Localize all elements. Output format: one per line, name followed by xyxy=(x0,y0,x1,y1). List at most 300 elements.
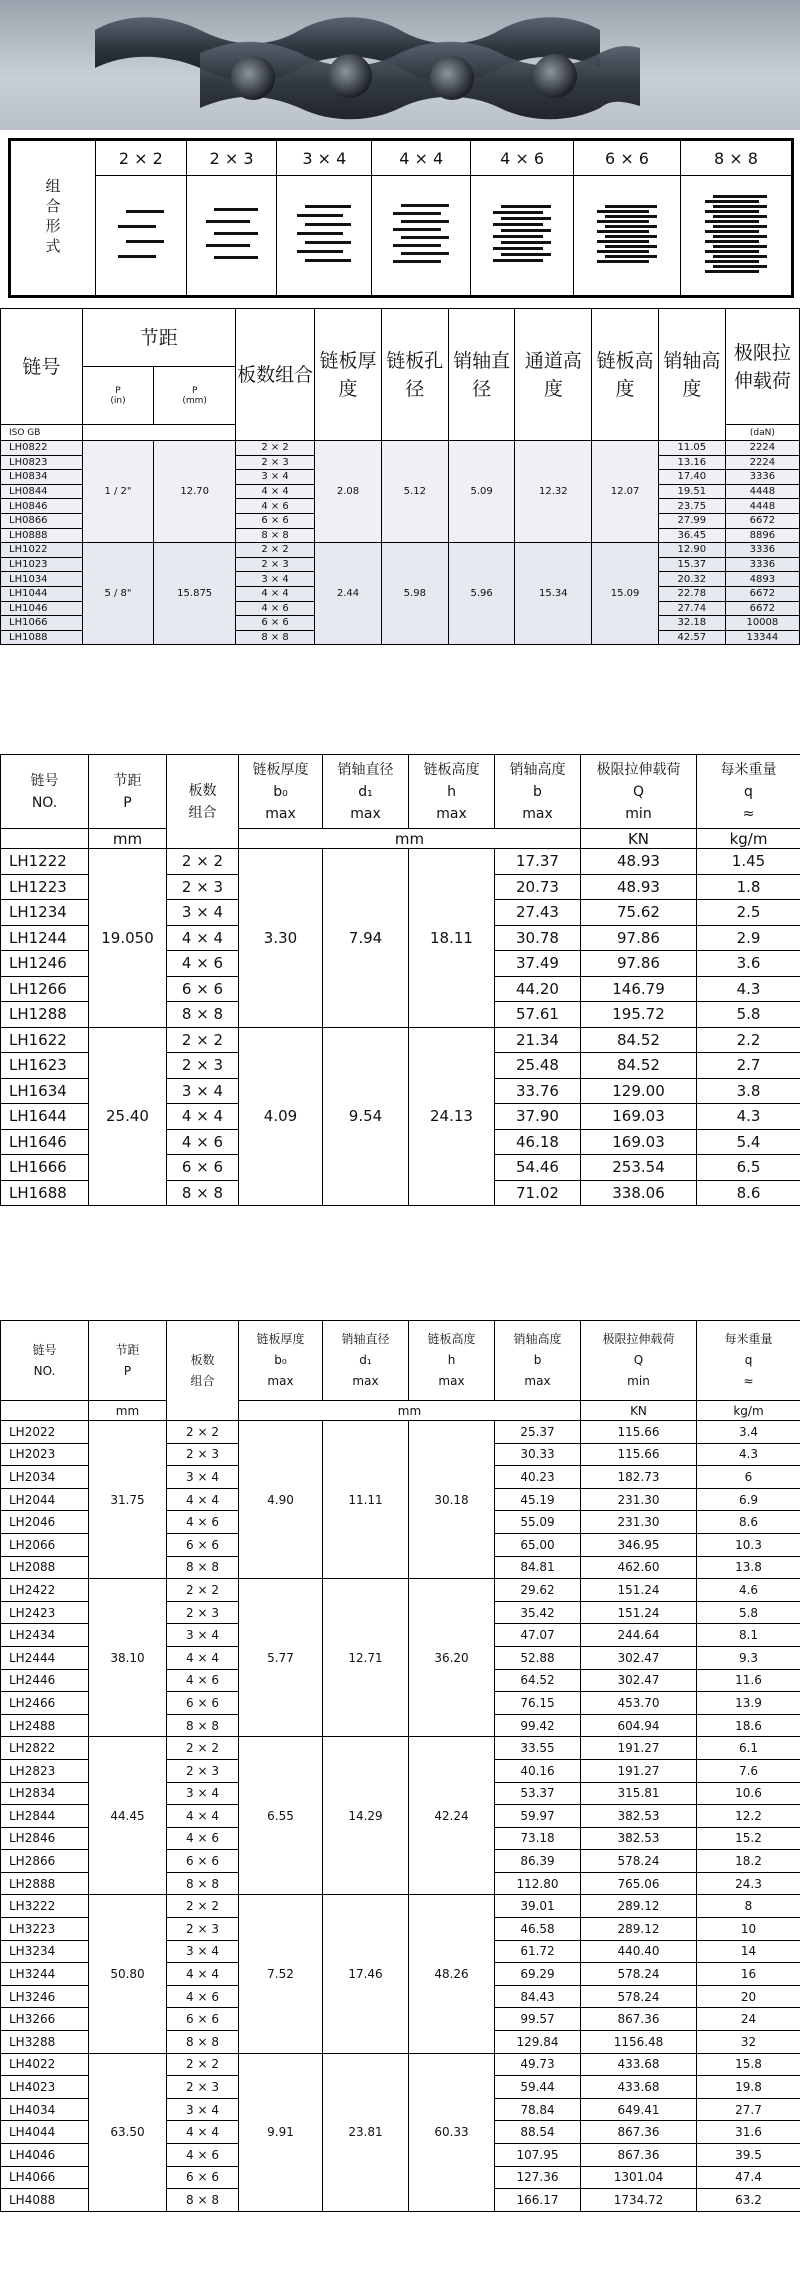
lacing-cell: 2 × 3 xyxy=(167,874,239,900)
pitch-cell: 31.75 xyxy=(89,1421,167,1579)
pin-height-cell: 47.07 xyxy=(495,1624,581,1647)
ultimate-load-cell: 302.47 xyxy=(581,1646,697,1669)
plate-thickness-cell: 6.55 xyxy=(239,1737,323,1895)
header-pin-diameter xyxy=(323,1321,409,1401)
lacing-cell: 4 × 6 xyxy=(167,1511,239,1534)
ultimate-load-cell: 231.30 xyxy=(581,1511,697,1534)
ultimate-load-cell: 151.24 xyxy=(581,1579,697,1602)
lacing-cell: 4 × 4 xyxy=(167,1963,239,1986)
ultimate-load-cell: 151.24 xyxy=(581,1601,697,1624)
plate-bar xyxy=(605,235,657,238)
plate-height-cell: 15.09 xyxy=(592,543,659,645)
weight-cell: 16 xyxy=(697,1963,800,1986)
chain-no-cell: LH0834 xyxy=(1,470,83,485)
plate-bar xyxy=(713,235,767,238)
ultimate-load-cell: 75.62 xyxy=(581,900,697,926)
pin-diameter-cell: 12.71 xyxy=(323,1579,409,1737)
header-pin-height: 销轴高度 xyxy=(658,309,725,441)
lacing-cell: 2 × 3 xyxy=(236,455,315,470)
weight-cell: 47.4 xyxy=(697,2166,800,2189)
lacing-cell: 3 × 4 xyxy=(236,470,315,485)
lacing-cell: 4 × 6 xyxy=(167,951,239,977)
pin-height-cell: 46.58 xyxy=(495,1918,581,1941)
header-ultimate-load-line: Q xyxy=(633,1353,644,1367)
lacing-cell: 3 × 4 xyxy=(167,1078,239,1104)
header-ultimate-load-line: min xyxy=(627,1374,650,1388)
ultimate-load-cell: 146.79 xyxy=(581,976,697,1002)
chain-no-cell: LH1246 xyxy=(1,951,89,977)
pin-height-cell: 27.74 xyxy=(658,601,725,616)
chain-no-cell: LH2846 xyxy=(1,1827,89,1850)
header-plate-thickness-line: max xyxy=(265,805,296,822)
pin-diameter-cell: 11.11 xyxy=(323,1421,409,1579)
lacing-cell: 2 × 3 xyxy=(167,1443,239,1466)
pin-height-cell: 33.76 xyxy=(495,1078,581,1104)
header-plate-height-line: 链板高度 xyxy=(423,761,480,778)
ultimate-load-cell: 191.27 xyxy=(581,1759,697,1782)
lacing-cell: 6 × 6 xyxy=(236,513,315,528)
ultimate-load-cell: 115.66 xyxy=(581,1421,697,1444)
plate-thickness-cell: 4.90 xyxy=(239,1421,323,1579)
header-plate-height: 链板高度 xyxy=(592,309,659,441)
unit-cell: mm xyxy=(89,1401,167,1421)
chain-no-cell: LH1266 xyxy=(1,976,89,1002)
chain-no-cell: LH2444 xyxy=(1,1646,89,1669)
weight-cell: 10.6 xyxy=(697,1782,800,1805)
pin-height-cell: 73.18 xyxy=(495,1827,581,1850)
header-pin-height xyxy=(495,1321,581,1401)
header-ultimate-load-line: min xyxy=(625,805,652,822)
plate-bar xyxy=(705,220,759,223)
lacing-cell: 4 × 4 xyxy=(236,586,315,601)
unit-cell: kg/m xyxy=(697,1401,800,1421)
arrangement-header: 6 × 6 xyxy=(574,141,681,176)
chain-no-cell: LH1046 xyxy=(1,601,83,616)
weight-cell: 4.6 xyxy=(697,1579,800,1602)
header-ultimate-load-line: Q xyxy=(632,783,645,800)
header-pin-diameter xyxy=(323,755,409,829)
weight-cell: 18.2 xyxy=(697,1850,800,1873)
plate-bar xyxy=(597,220,649,223)
ultimate-load-cell: 338.06 xyxy=(581,1180,697,1206)
ultimate-load-cell: 6672 xyxy=(725,601,799,616)
plate-bar xyxy=(393,244,441,247)
header-plate-thickness: 链板厚度 xyxy=(315,309,382,441)
plate-bar xyxy=(705,230,759,233)
pin-height-cell: 15.37 xyxy=(658,557,725,572)
header-pin-height-line: max xyxy=(524,1374,551,1388)
channel-height-cell: 15.34 xyxy=(515,543,592,645)
weight-cell: 10 xyxy=(697,1918,800,1941)
header-pin-diameter-line: max xyxy=(352,1374,379,1388)
chain-no-cell: LH2434 xyxy=(1,1624,89,1647)
weight-cell: 31.6 xyxy=(697,2121,800,2144)
lacing-cell: 4 × 4 xyxy=(167,925,239,951)
header-lacing xyxy=(167,755,239,849)
header-chain-no: 链号 xyxy=(1,309,83,425)
header-weight xyxy=(697,755,800,829)
header-pin-diameter: 销轴直径 xyxy=(448,309,515,441)
weight-cell: 14 xyxy=(697,1940,800,1963)
pin-height-cell: 78.84 xyxy=(495,2098,581,2121)
lacing-cell: 4 × 6 xyxy=(167,1985,239,2008)
table-row xyxy=(1,2053,800,2076)
weight-cell: 5.8 xyxy=(697,1601,800,1624)
header-plate-height-line: h xyxy=(447,1353,456,1367)
chain-no-cell: LH1222 xyxy=(1,849,89,875)
ultimate-load-cell: 244.64 xyxy=(581,1624,697,1647)
header-ultimate-load-line: 极限拉伸载荷 xyxy=(596,761,681,778)
lacing-cell: 3 × 4 xyxy=(167,1466,239,1489)
leaf-chain-illustration xyxy=(0,0,800,130)
header-weight xyxy=(697,1321,800,1401)
header-lacing-line: 组合 xyxy=(188,804,217,821)
plate-height-cell: 18.11 xyxy=(409,849,495,1028)
plate-bar xyxy=(705,240,759,243)
plate-bar xyxy=(214,256,258,259)
weight-cell: 32 xyxy=(697,2031,800,2054)
header-iso-gb: ISO GB xyxy=(1,425,83,441)
ultimate-load-cell: 8896 xyxy=(725,528,799,543)
pin-height-cell: 33.55 xyxy=(495,1737,581,1760)
plate-height-cell: 60.33 xyxy=(409,2053,495,2211)
weight-cell: 13.9 xyxy=(697,1692,800,1715)
table-row xyxy=(1,1579,800,1602)
header-weight-line: ≈ xyxy=(742,805,755,822)
unit-cell: KN xyxy=(581,829,697,849)
lacing-cell: 6 × 6 xyxy=(167,1155,239,1181)
plate-bar xyxy=(393,260,441,263)
chain-no-cell: LH1634 xyxy=(1,1078,89,1104)
pin-height-cell: 107.95 xyxy=(495,2144,581,2167)
chain-no-cell: LH2466 xyxy=(1,1692,89,1715)
plate-bar xyxy=(126,240,164,243)
plate-bar xyxy=(297,250,343,253)
plate-bar xyxy=(605,215,657,218)
ultimate-load-cell: 289.12 xyxy=(581,1918,697,1941)
pitch-mm-cell: 12.70 xyxy=(154,441,236,543)
pin-height-cell: 19.51 xyxy=(658,484,725,499)
arrangement-label: 组合形式 xyxy=(11,141,96,296)
plate-bar xyxy=(597,250,649,253)
weight-cell: 4.3 xyxy=(697,1104,800,1130)
unit-cell: mm xyxy=(239,829,581,849)
header-plate-thickness xyxy=(239,1321,323,1401)
header-weight-line: ≈ xyxy=(743,1374,754,1388)
pin-height-cell: 20.73 xyxy=(495,874,581,900)
chain-no-cell: LH4022 xyxy=(1,2053,89,2076)
chain-no-cell: LH3266 xyxy=(1,2008,89,2031)
header-ultimate-load: 极限拉伸载荷 xyxy=(725,309,799,425)
header-pin-height-line: b xyxy=(533,783,542,800)
chain-no-cell: LH3234 xyxy=(1,1940,89,1963)
pin-diameter-cell: 17.46 xyxy=(323,1895,409,2053)
weight-cell: 8.6 xyxy=(697,1180,800,1206)
chain-no-cell: LH1023 xyxy=(1,557,83,572)
plate-bar xyxy=(605,255,657,258)
lacing-cell: 2 × 2 xyxy=(167,1895,239,1918)
lacing-cell: 8 × 8 xyxy=(167,1872,239,1895)
lacing-cell: 2 × 3 xyxy=(167,1918,239,1941)
pitch-cell: 38.10 xyxy=(89,1579,167,1737)
pin-height-cell: 21.34 xyxy=(495,1027,581,1053)
pin-height-cell: 40.23 xyxy=(495,1466,581,1489)
plate-thickness-cell: 2.08 xyxy=(315,441,382,543)
plate-bar xyxy=(713,245,767,248)
table-row xyxy=(1,1421,800,1444)
ultimate-load-cell: 3336 xyxy=(725,557,799,572)
ultimate-load-cell: 382.53 xyxy=(581,1827,697,1850)
pin-height-cell: 32.18 xyxy=(658,616,725,631)
chain-no-cell: LH0888 xyxy=(1,528,83,543)
ultimate-load-cell: 4448 xyxy=(725,499,799,514)
arrangement-header: 3 × 4 xyxy=(277,141,372,176)
lacing-cell: 4 × 6 xyxy=(236,499,315,514)
unit-cell: kg/m xyxy=(697,829,800,849)
lacing-cell: 4 × 6 xyxy=(167,2144,239,2167)
lacing-cell: 4 × 6 xyxy=(167,1827,239,1850)
header-load-unit: (daN) xyxy=(725,425,799,441)
plate-bar xyxy=(605,245,657,248)
plate-height-cell: 24.13 xyxy=(409,1027,495,1206)
lacing-diagram xyxy=(277,176,372,296)
plate-bar xyxy=(305,241,351,244)
header-pitch-line: P xyxy=(123,794,132,811)
header-pitch-line: 节距 xyxy=(113,772,142,789)
lacing-cell: 2 × 3 xyxy=(236,557,315,572)
weight-cell: 10.3 xyxy=(697,1533,800,1556)
ultimate-load-cell: 195.72 xyxy=(581,1002,697,1028)
weight-cell: 9.3 xyxy=(697,1646,800,1669)
plate-bar xyxy=(705,270,759,273)
header-hole-diameter: 链板孔径 xyxy=(381,309,448,441)
ultimate-load-cell: 440.40 xyxy=(581,1940,697,1963)
header-pin-height-line: max xyxy=(522,805,553,822)
lacing-cell: 3 × 4 xyxy=(167,1782,239,1805)
ultimate-load-cell: 382.53 xyxy=(581,1805,697,1828)
plate-height-cell: 36.20 xyxy=(409,1579,495,1737)
header-chain-no-line: 链号 xyxy=(32,1342,57,1357)
weight-cell: 24.3 xyxy=(697,1872,800,1895)
chain-no-cell: LH3223 xyxy=(1,1918,89,1941)
plate-stack-icon xyxy=(601,203,653,265)
lacing-cell: 6 × 6 xyxy=(236,616,315,631)
lacing-cell: 2 × 2 xyxy=(236,441,315,456)
ultimate-load-cell: 3336 xyxy=(725,470,799,485)
pitch-in-cell: 5 / 8" xyxy=(82,543,154,645)
header-plate-height-line: max xyxy=(438,1374,465,1388)
pin-height-cell: 12.90 xyxy=(658,543,725,558)
pin-height-cell: 27.99 xyxy=(658,513,725,528)
plate-bar xyxy=(393,228,441,231)
header-plate-thickness-line: 链板厚度 xyxy=(252,761,309,778)
spec-table-lh12-lh16 xyxy=(0,754,800,1206)
ultimate-load-cell: 346.95 xyxy=(581,1533,697,1556)
pin-height-cell: 27.43 xyxy=(495,900,581,926)
header-ultimate-load-line: 极限拉伸载荷 xyxy=(602,1332,675,1346)
pin-height-cell: 40.16 xyxy=(495,1759,581,1782)
plate-bar xyxy=(401,204,449,207)
chain-no-cell: LH1088 xyxy=(1,630,83,645)
pin-height-cell: 53.37 xyxy=(495,1782,581,1805)
table-row xyxy=(1,1895,800,1918)
weight-cell: 6.9 xyxy=(697,1488,800,1511)
plate-bar xyxy=(493,247,543,250)
plate-stack-icon xyxy=(709,193,763,275)
lacing-cell: 2 × 3 xyxy=(167,1053,239,1079)
ultimate-load-cell: 578.24 xyxy=(581,1850,697,1873)
pin-height-cell: 99.57 xyxy=(495,2008,581,2031)
plate-bar xyxy=(305,223,351,226)
header-chain-no-line: NO. xyxy=(33,1363,56,1378)
lacing-cell: 4 × 6 xyxy=(167,1669,239,1692)
lacing-cell: 3 × 4 xyxy=(167,1940,239,1963)
pitch-in-cell: 1 / 2" xyxy=(82,441,154,543)
plate-thickness-cell: 2.44 xyxy=(315,543,382,645)
pitch-cell: 63.50 xyxy=(89,2053,167,2211)
header-plate-height-line: 链板高度 xyxy=(427,1332,476,1346)
ultimate-load-cell: 97.86 xyxy=(581,951,697,977)
lacing-cell: 4 × 4 xyxy=(167,1805,239,1828)
ultimate-load-cell: 13344 xyxy=(725,630,799,645)
plate-bar xyxy=(305,259,351,262)
weight-cell: 39.5 xyxy=(697,2144,800,2167)
pin-height-cell: 61.72 xyxy=(495,1940,581,1963)
unit-cell: KN xyxy=(581,1401,697,1421)
plate-bar xyxy=(713,195,767,198)
plate-bar xyxy=(401,220,449,223)
header-pin-diameter-line: d₁ xyxy=(359,1353,372,1367)
pin-height-cell: 59.97 xyxy=(495,1805,581,1828)
weight-cell: 6.5 xyxy=(697,1155,800,1181)
header-weight-line: 每米重量 xyxy=(724,1332,773,1346)
chain-no-cell: LH3244 xyxy=(1,1963,89,1986)
chain-no-cell: LH2888 xyxy=(1,1872,89,1895)
ultimate-load-cell: 578.24 xyxy=(581,1963,697,1986)
chain-no-cell: LH1623 xyxy=(1,1053,89,1079)
weight-cell: 2.7 xyxy=(697,1053,800,1079)
lacing-cell: 8 × 8 xyxy=(236,630,315,645)
chain-no-cell: LH0846 xyxy=(1,499,83,514)
ultimate-load-cell: 453.70 xyxy=(581,1692,697,1715)
plate-stack-icon xyxy=(301,199,347,268)
lacing-cell: 4 × 4 xyxy=(167,2121,239,2144)
lacing-cell: 4 × 4 xyxy=(167,1488,239,1511)
chain-no-cell: LH1622 xyxy=(1,1027,89,1053)
lacing-cell: 8 × 8 xyxy=(167,1556,239,1579)
header-chain-no-line: 链号 xyxy=(30,772,59,789)
chain-no-cell: LH2834 xyxy=(1,1782,89,1805)
ultimate-load-cell: 4893 xyxy=(725,572,799,587)
chain-no-cell: LH1244 xyxy=(1,925,89,951)
weight-cell: 6.1 xyxy=(697,1737,800,1760)
chain-no-cell: LH2088 xyxy=(1,1556,89,1579)
chain-no-cell: LH2044 xyxy=(1,1488,89,1511)
pin-height-cell: 23.75 xyxy=(658,499,725,514)
plate-bar xyxy=(493,235,543,238)
plate-bar xyxy=(393,212,441,215)
pin-height-cell: 99.42 xyxy=(495,1714,581,1737)
plate-bar xyxy=(713,255,767,258)
chain-no-cell: LH4066 xyxy=(1,2166,89,2189)
plate-bar xyxy=(501,229,551,232)
header-pitch-line: P xyxy=(123,1363,132,1378)
plate-stack-icon xyxy=(210,199,254,268)
ultimate-load-cell: 169.03 xyxy=(581,1104,697,1130)
arrangement-header: 4 × 6 xyxy=(471,141,574,176)
chain-no-cell: LH1044 xyxy=(1,586,83,601)
ultimate-load-cell: 97.86 xyxy=(581,925,697,951)
table-row xyxy=(1,1737,800,1760)
weight-cell: 63.2 xyxy=(697,2189,800,2212)
chain-no-cell: LH1644 xyxy=(1,1104,89,1130)
ultimate-load-cell: 2224 xyxy=(725,441,799,456)
chain-no-cell: LH1234 xyxy=(1,900,89,926)
pin-height-cell: 166.17 xyxy=(495,2189,581,2212)
ultimate-load-cell: 169.03 xyxy=(581,1129,697,1155)
chain-no-cell: LH0844 xyxy=(1,484,83,499)
plate-bar xyxy=(501,205,551,208)
pin-height-cell: 86.39 xyxy=(495,1850,581,1873)
pin-height-cell: 29.62 xyxy=(495,1579,581,1602)
pin-height-cell: 52.88 xyxy=(495,1646,581,1669)
weight-cell: 1.45 xyxy=(697,849,800,875)
plate-bar xyxy=(214,232,258,235)
ultimate-load-cell: 2224 xyxy=(725,455,799,470)
weight-cell: 3.4 xyxy=(697,1421,800,1444)
weight-cell: 4.3 xyxy=(697,976,800,1002)
pin-height-cell: 65.00 xyxy=(495,1533,581,1556)
weight-cell: 13.8 xyxy=(697,1556,800,1579)
lacing-diagram xyxy=(96,176,187,296)
chain-no-cell: LH1688 xyxy=(1,1180,89,1206)
arrangement-header: 2 × 2 xyxy=(96,141,187,176)
ultimate-load-cell: 433.68 xyxy=(581,2053,697,2076)
header-pitch-line: 节距 xyxy=(115,1342,140,1357)
header-lacing xyxy=(167,1321,239,1421)
plate-bar xyxy=(713,265,767,268)
header-pin-diameter-line: 销轴直径 xyxy=(337,761,394,778)
weight-cell: 27.7 xyxy=(697,2098,800,2121)
header-channel-height: 通道高度 xyxy=(515,309,592,441)
chain-no-cell: LH2034 xyxy=(1,1466,89,1489)
plate-bar xyxy=(605,205,657,208)
pin-height-cell: 129.84 xyxy=(495,2031,581,2054)
chain-no-cell: LH0823 xyxy=(1,455,83,470)
plate-bar xyxy=(118,255,156,258)
pin-height-cell: 22.78 xyxy=(658,586,725,601)
plate-bar xyxy=(713,205,767,208)
pin-height-cell: 25.37 xyxy=(495,1421,581,1444)
header-chain-no-line: NO. xyxy=(31,794,58,811)
lacing-cell: 2 × 2 xyxy=(167,1579,239,1602)
pin-height-cell: 76.15 xyxy=(495,1692,581,1715)
header-plate-thickness-line: max xyxy=(267,1374,294,1388)
hole-diameter-cell: 5.98 xyxy=(381,543,448,645)
table-row xyxy=(1,849,800,875)
plate-bar xyxy=(713,215,767,218)
ultimate-load-cell: 84.52 xyxy=(581,1027,697,1053)
pitch-cell: 44.45 xyxy=(89,1737,167,1895)
lacing-cell: 8 × 8 xyxy=(167,1002,239,1028)
pin-height-cell: 37.49 xyxy=(495,951,581,977)
weight-cell: 3.8 xyxy=(697,1078,800,1104)
weight-cell: 2.5 xyxy=(697,900,800,926)
ultimate-load-cell: 604.94 xyxy=(581,1714,697,1737)
chain-no-cell: LH2066 xyxy=(1,1533,89,1556)
plate-bar xyxy=(297,232,343,235)
chain-no-cell: LH1666 xyxy=(1,1155,89,1181)
